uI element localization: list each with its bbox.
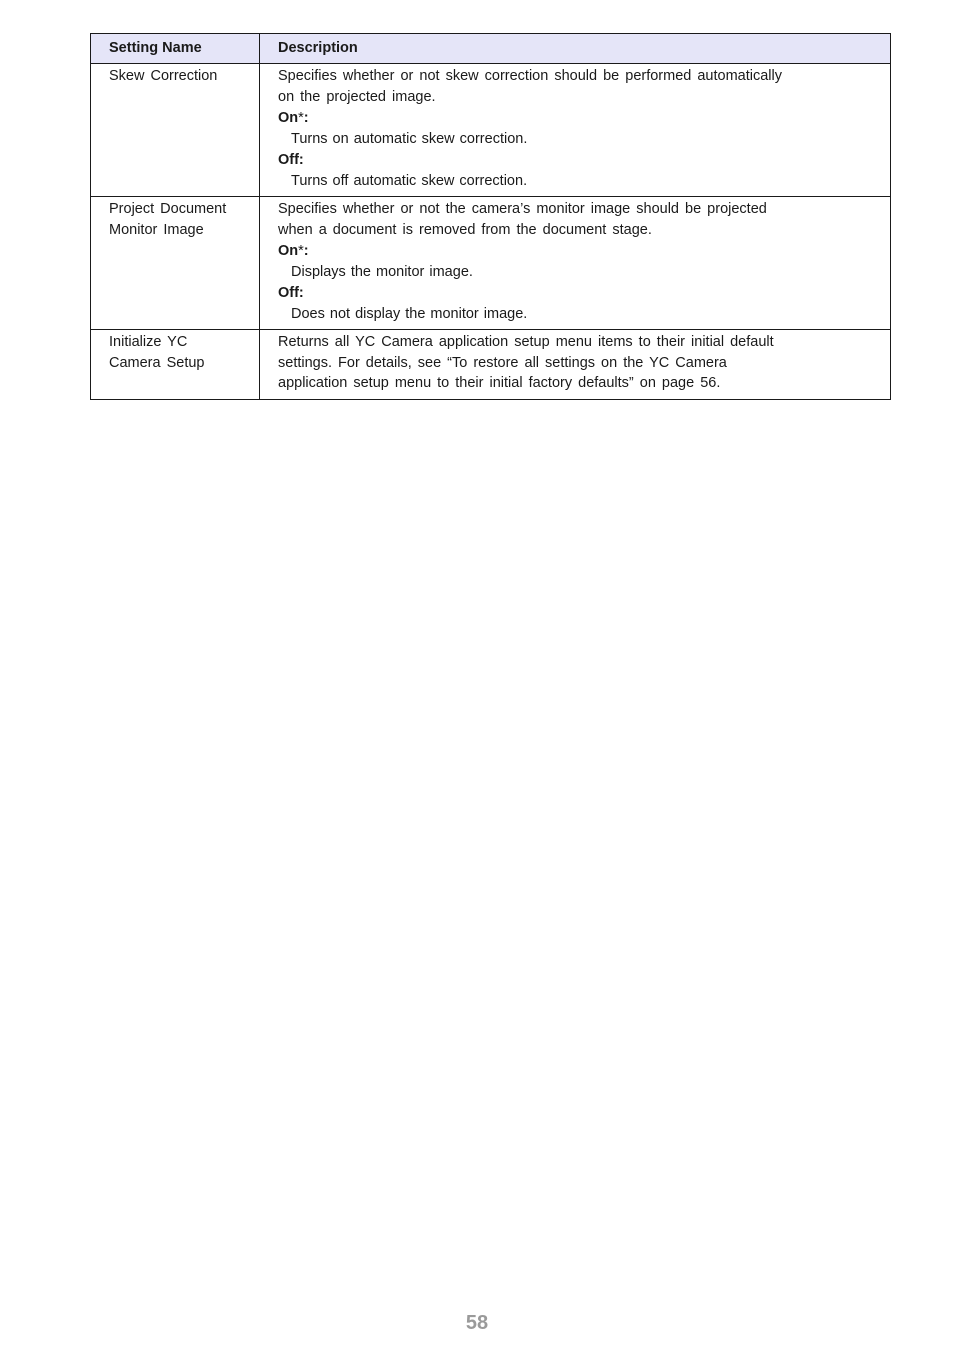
option-text: Turns off automatic skew correction. <box>291 172 528 189</box>
option-label: Off: <box>278 285 304 301</box>
description-line: Specifies whether or not skew correction should be performed automatically <box>278 68 782 84</box>
option-label <box>278 108 880 129</box>
description-line: when a document is removed from the document stage. <box>278 221 652 238</box>
option-label <box>278 241 880 262</box>
setting-name-line: Camera Setup <box>109 354 205 371</box>
description-line: Specifies whether or not the camera’s monitor image should be projected <box>278 201 767 217</box>
header-description: Description <box>260 34 891 64</box>
option-text: Does not display the monitor image. <box>291 305 528 322</box>
option-text: Displays the monitor image. <box>291 263 473 280</box>
table-row <box>91 64 891 197</box>
settings-table <box>90 33 891 400</box>
table-row <box>91 197 891 330</box>
description-cell <box>260 64 891 197</box>
option-colon: : <box>303 110 309 126</box>
table-header-row <box>91 34 891 64</box>
setting-name-line: Project Document <box>109 201 227 217</box>
setting-name-line: Initialize YC <box>109 334 188 350</box>
setting-name-cell <box>91 64 260 197</box>
setting-name-cell <box>91 197 260 330</box>
description-line: on the projected image. <box>278 88 436 105</box>
option-colon: : <box>303 243 309 259</box>
setting-name: Skew Correction <box>109 68 218 84</box>
description-cell <box>260 330 891 400</box>
description-line: settings. For details, see “To restore all settings on the YC Camera <box>278 354 727 371</box>
description-line: application setup menu to their initial factory defaults” on page 56. <box>278 375 721 391</box>
header-setting-name: Setting Name <box>91 34 260 64</box>
option-label-text: On <box>278 243 299 259</box>
table-row <box>91 330 891 400</box>
option-label-text: On <box>278 110 299 126</box>
page-number: 58 <box>465 1312 489 1334</box>
setting-name-cell <box>91 330 260 400</box>
option-text: Turns on automatic skew correction. <box>291 130 528 147</box>
option-label: Off: <box>278 152 304 168</box>
default-marker: * <box>298 243 304 259</box>
setting-name-line: Monitor Image <box>109 221 204 238</box>
description-cell <box>260 197 891 330</box>
default-marker: * <box>298 110 304 126</box>
description-line: Returns all YC Camera application setup menu items to their initial default <box>278 334 774 350</box>
